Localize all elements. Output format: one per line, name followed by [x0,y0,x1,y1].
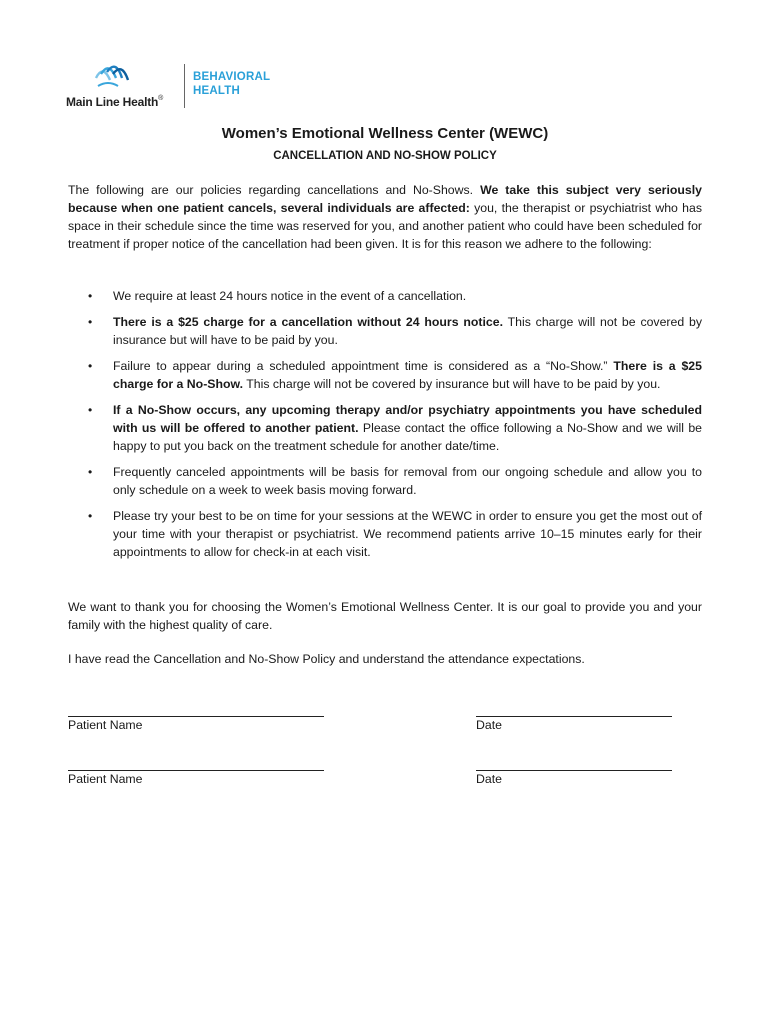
policy-list [68,287,702,569]
document-title: Women’s Emotional Wellness Center (WEWC) [221,125,549,142]
list-item: • Frequently canceled appointments will be basis for removal from our ongoing schedule and allow you to only schedule on a week to week basis moving forward. [88,465,702,497]
list-item: • There is a $25 charge for a cancellation without 24 hours notice. This charge will not be covered by insurance but will have to be paid by you. [88,315,703,347]
list-item: • Failure to appear during a scheduled appointment time is considered as a “No-Show.” There is a $25 charge for a No-Show. This charge will not be covered by insurance but will have to be paid by you. [88,359,702,391]
patient-name-label: Patient Name [68,772,143,786]
patient-name-signature-line[interactable] [68,716,324,717]
main-line-health-logo-icon [94,62,132,92]
intro-paragraph: The following are our policies regarding cancellations and No-Shows. We take this subject very seriously because when one patient cancels, several individuals are affected: you, the therapist or psychiatrist who has space in their schedule since the time was reserved for you, and another patient who could have been scheduled for treatment if proper notice of the cancellation had been given. It is for this reason we adhere to the following: [68,183,702,251]
document-subtitle: CANCELLATION AND NO-SHOW POLICY [273,150,497,162]
bullet-icon: • [88,465,93,479]
list-item: • We require at least 24 hours notice in the event of a cancellation. [88,289,467,303]
division-name: BEHAVIORAL HEALTH [193,71,271,97]
patient-name-label: Patient Name [68,718,143,732]
logo-wordmark: Main Line Health® [66,95,164,109]
bullet-icon: • [88,359,93,373]
date-label: Date [476,718,502,732]
date-label: Date [476,772,502,786]
acknowledgement-paragraph: I have read the Cancellation and No-Show Policy and understand the attendance expectations. [68,652,585,666]
main-line-health-logo [66,62,306,112]
patient-name-signature-line[interactable] [68,770,324,771]
date-signature-line[interactable] [476,716,672,717]
bullet-icon: • [88,509,93,523]
thanks-paragraph: We want to thank you for choosing the Women’s Emotional Wellness Center. It is our goal to provide you and your family with the highest quality of care. [68,600,702,632]
logo-divider [184,64,185,108]
bullet-icon: • [88,315,93,329]
date-signature-line[interactable] [476,770,672,771]
list-item: • If a No-Show occurs, any upcoming therapy and/or psychiatry appointments you have scheduled with us will be offered to another patient. Please contact the office following a No-Show and we will be happy to put you back on the treatment schedule for another date/time. [88,403,702,453]
bullet-icon: • [88,403,93,417]
list-item: • Please try your best to be on time for your sessions at the WEWC in order to ensure you get the most out of your time with your therapist or psychiatrist. We recommend patients arrive 10–15 minutes early for their appointments to allow for check-in at each visit. [88,509,702,559]
bullet-icon: • [88,289,93,303]
